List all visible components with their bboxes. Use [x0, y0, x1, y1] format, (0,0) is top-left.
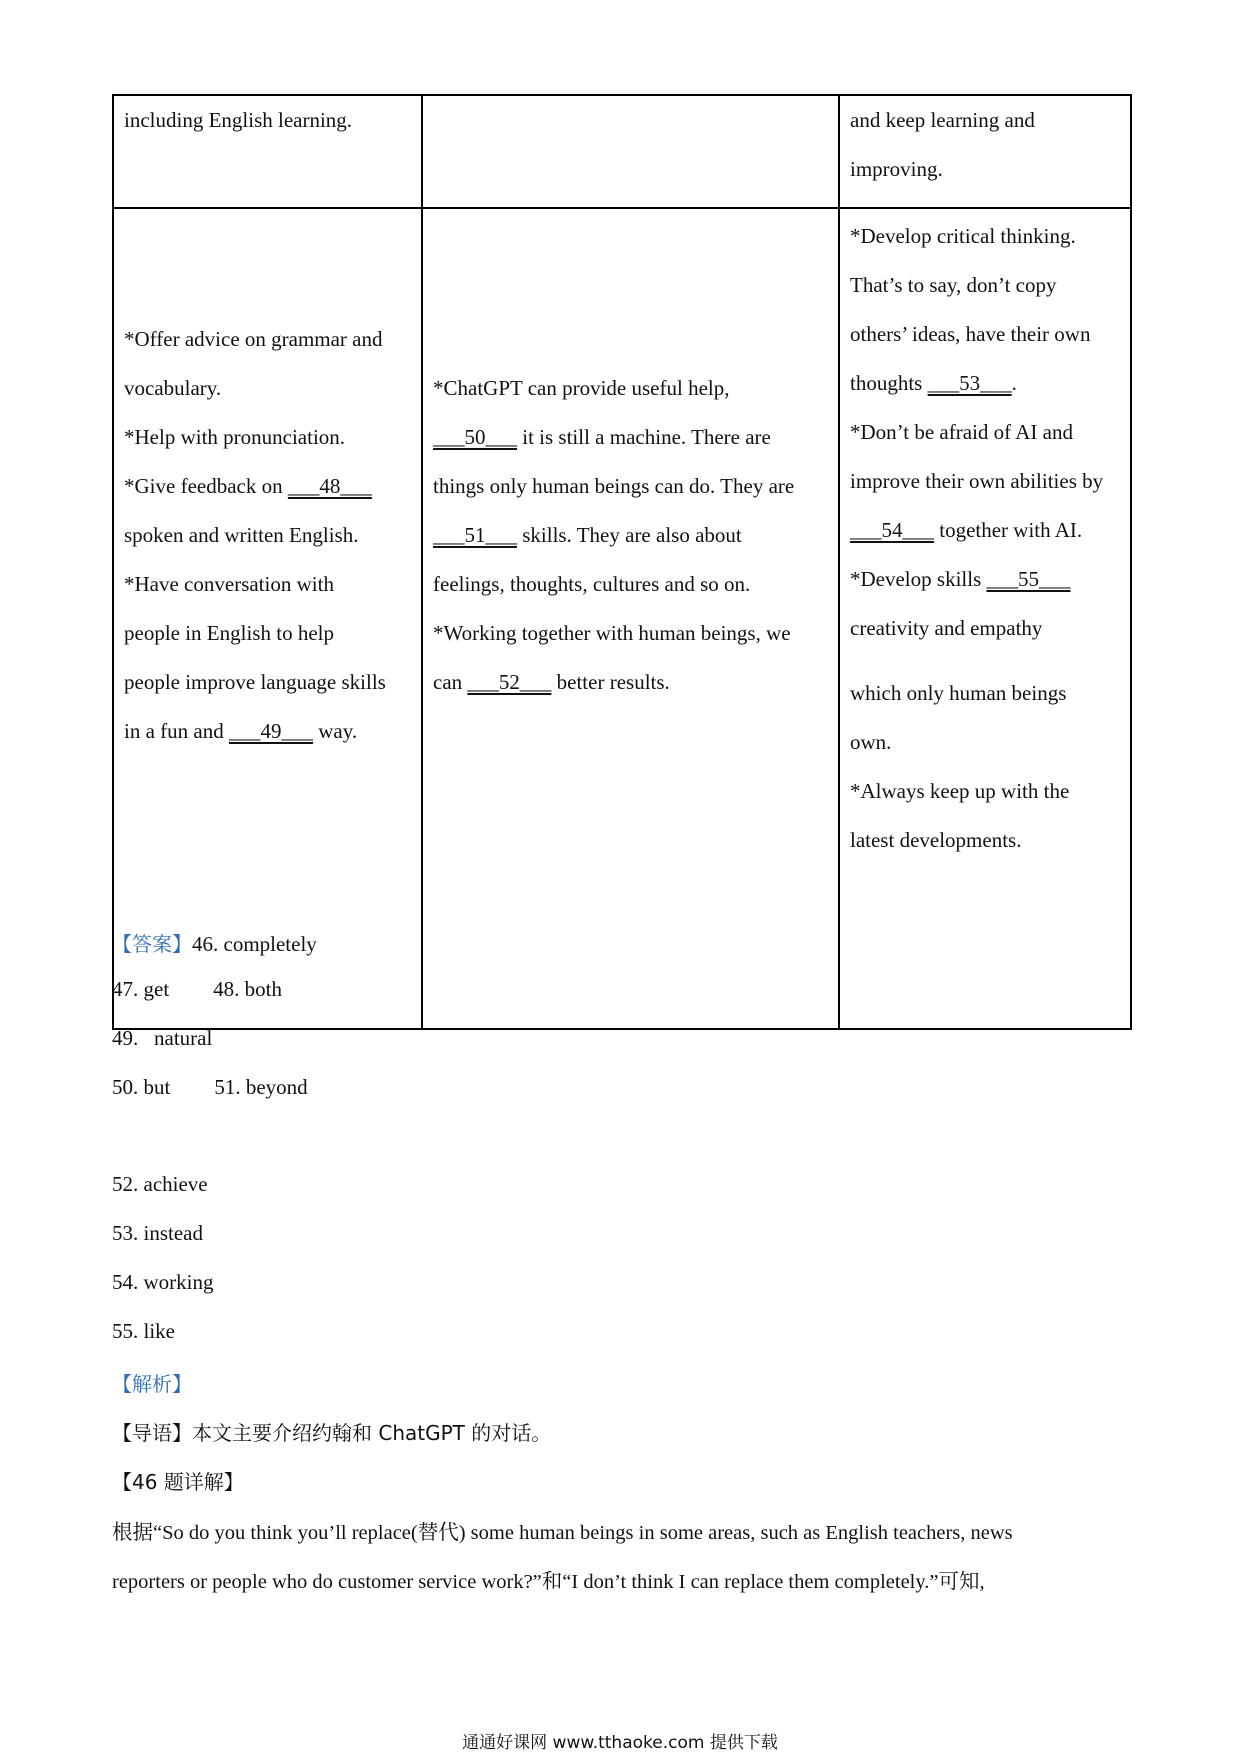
cell-text	[124, 707, 411, 756]
exercise-table	[112, 94, 1132, 1030]
cell-text: *Develop skills	[850, 567, 987, 591]
cell-text: creativity and empathy	[850, 616, 1043, 640]
answer-52: 52. achieve	[112, 1172, 208, 1196]
analysis-paragraph-line: 根据“So do you think you’ll replace(替代) some human beings in some areas, such as English teachers, news	[112, 1522, 1013, 1544]
answer-46: 46. completely	[192, 932, 317, 956]
blank-55: ___55___	[986, 567, 1071, 591]
answer-47: 47. get	[112, 977, 170, 1001]
cell-text: own.	[850, 730, 892, 754]
answer-line	[112, 1075, 308, 1100]
blank-49: ___49___	[228, 719, 313, 743]
answer-line	[112, 928, 317, 957]
cell-text: *Develop critical thinking.	[850, 224, 1076, 248]
cell-text: thoughts	[850, 371, 928, 395]
cell-text: people improve language skills	[124, 670, 386, 694]
answer-53: 53. instead	[112, 1221, 203, 1245]
cell-text: .	[1011, 371, 1017, 395]
cell-text: better results.	[551, 670, 670, 694]
cell-text: *Always keep up with the	[850, 779, 1070, 803]
cell-text: people in English to help	[124, 621, 334, 645]
cell-text: vocabulary.	[124, 376, 222, 400]
blank-53: ___53___	[927, 371, 1012, 395]
answer-49: 49. natural	[112, 1026, 213, 1050]
cell-text: spoken and written English.	[124, 523, 359, 547]
answer-50: 50. but	[112, 1075, 171, 1099]
cell-text: *Give feedback on	[124, 474, 288, 498]
answer-line	[112, 977, 282, 1002]
blank-52: ___52___	[467, 670, 552, 694]
cell-text: including English learning.	[124, 108, 353, 132]
cell-text: That’s to say, don’t copy	[850, 273, 1057, 297]
question-46-heading: 【46 题详解】	[112, 1470, 244, 1494]
cell-text	[433, 511, 828, 560]
cell-text: things only human beings can do. They are	[433, 474, 795, 498]
answer-48: 48. both	[213, 977, 282, 1001]
blank-50: ___50___	[433, 425, 517, 449]
cell-text: improving.	[850, 157, 943, 181]
table-row	[113, 95, 1131, 208]
cell-text: which only human beings	[850, 681, 1067, 705]
cell-text	[433, 413, 828, 462]
footer-watermark: 通通好课网 www.tthaoke.com 提供下载	[462, 1733, 778, 1753]
cell-text: *Offer advice on grammar and	[124, 327, 383, 351]
blank-48: ___48___	[287, 474, 372, 498]
cell-text: and keep learning and	[850, 108, 1035, 132]
cell-text	[850, 555, 1120, 604]
table-cell	[422, 208, 839, 1029]
answer-51: 51. beyond	[214, 1075, 308, 1099]
answer-tag: 【答案】	[112, 932, 192, 956]
cell-text: together with AI.	[934, 518, 1083, 542]
cell-text	[850, 506, 1120, 555]
spacer	[850, 653, 1120, 669]
cell-text: improve their own abilities by	[850, 469, 1104, 493]
analysis-tag: 【解析】	[112, 1372, 192, 1396]
cell-text: skills. They are also about	[517, 523, 742, 547]
table-cell	[113, 208, 422, 1029]
analysis-paragraph-line: reporters or people who do customer service work?”和“I don’t think I can replace them completely.”可知,	[112, 1571, 985, 1593]
table-row	[113, 208, 1131, 1029]
answer-54: 54. working	[112, 1270, 214, 1294]
cell-text: in a fun and	[124, 719, 229, 743]
cell-text: *Don’t be afraid of AI and	[850, 420, 1073, 444]
cell-text: *Help with pronunciation.	[124, 425, 346, 449]
cell-text: it is still a machine. There are	[517, 425, 771, 449]
table-cell	[422, 95, 839, 208]
cell-text	[433, 658, 828, 707]
cell-text: *Working together with human beings, we	[433, 621, 791, 645]
cell-text: feelings, thoughts, cultures and so on.	[433, 572, 751, 596]
analysis-intro: 【导语】本文主要介绍约翰和 ChatGPT 的对话。	[112, 1421, 552, 1445]
answer-55: 55. like	[112, 1319, 175, 1343]
table-cell	[839, 95, 1131, 208]
cell-text: latest developments.	[850, 828, 1022, 852]
cell-text	[124, 462, 411, 511]
cell-text: others’ ideas, have their own	[850, 322, 1091, 346]
blank-54: ___54___	[850, 518, 934, 542]
cell-text	[850, 359, 1120, 408]
cell-text: can	[433, 670, 468, 694]
cell-text: way.	[312, 719, 358, 743]
cell-text: *Have conversation with	[124, 572, 334, 596]
table-cell	[113, 95, 422, 208]
blank-51: ___51___	[433, 523, 517, 547]
cell-text: *ChatGPT can provide useful help,	[433, 376, 730, 400]
table-cell	[839, 208, 1131, 1029]
